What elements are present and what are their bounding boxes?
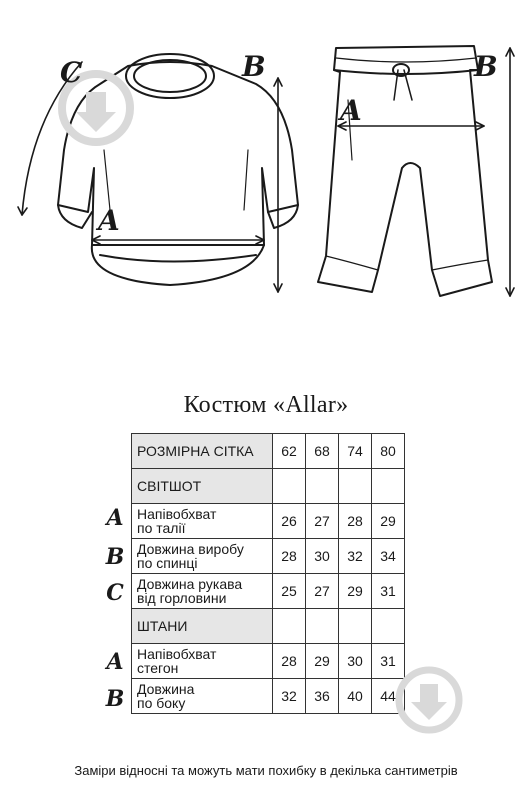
table-cell: 31 [372,574,405,609]
table-cell: 27 [306,504,339,539]
section-row-sweatshirt [132,469,405,504]
table-cell: 29 [339,574,372,609]
table-cell: 40 [339,679,372,714]
row-letter-pants-b: B [105,686,125,712]
table-cell: 29 [372,504,405,539]
table-cell: 44 [372,679,405,714]
product-title: Костюм «Allar» [183,392,349,418]
section-label: СВІТШОТ [132,469,273,504]
size-header: 80 [372,434,405,469]
size-header: 74 [339,434,372,469]
garment-illustration [0,0,532,320]
row-letter-sweatshirt-c: C [106,580,124,606]
table-cell: 26 [273,504,306,539]
measurement-label: Довжина рукава від горловини [132,574,273,609]
table-row [132,679,405,714]
measurement-arrows [18,48,514,296]
size-chart-table [131,433,405,714]
table-row [132,644,405,679]
table-row [132,539,405,574]
measurement-label: Напівобхват по талії [132,504,273,539]
watermark-logo-icon [394,660,464,740]
table-header-row [132,434,405,469]
pants-label-b: B [474,50,498,83]
table-cell: 31 [372,644,405,679]
measurement-label: Довжина виробу по спинці [132,539,273,574]
size-header: 68 [306,434,339,469]
table-cell: 28 [339,504,372,539]
row-letter-pants-a: A [106,649,124,675]
row-letter-sweatshirt-a: A [106,505,124,531]
table-cell: 29 [306,644,339,679]
table-cell: 34 [372,539,405,574]
table-row [132,504,405,539]
table-cell: 36 [306,679,339,714]
pants-label-a: A [340,94,362,127]
pants-drawing [318,46,492,296]
header-label: РОЗМІРНА СІТКА [132,434,273,469]
disclaimer-note: Заміри відносні та можуть мати похибку в декілька сантиметрів [74,763,458,778]
sweatshirt-drawing [58,54,298,285]
section-row-pants [132,609,405,644]
table-cell: 28 [273,539,306,574]
table-cell: 28 [273,644,306,679]
table-cell: 32 [273,679,306,714]
section-label: ШТАНИ [132,609,273,644]
measurement-label: Довжина по боку [132,679,273,714]
row-letter-sweatshirt-b: B [105,544,125,570]
sweatshirt-label-c: C [60,56,83,89]
table-cell: 25 [273,574,306,609]
sweatshirt-label-a: A [98,204,120,237]
table-row [132,574,405,609]
table-cell: 32 [339,539,372,574]
sweatshirt-label-b: B [242,50,266,83]
measurement-label: Напівобхват стегон [132,644,273,679]
table-cell: 27 [306,574,339,609]
table-cell: 30 [306,539,339,574]
table-cell: 30 [339,644,372,679]
size-header: 62 [273,434,306,469]
